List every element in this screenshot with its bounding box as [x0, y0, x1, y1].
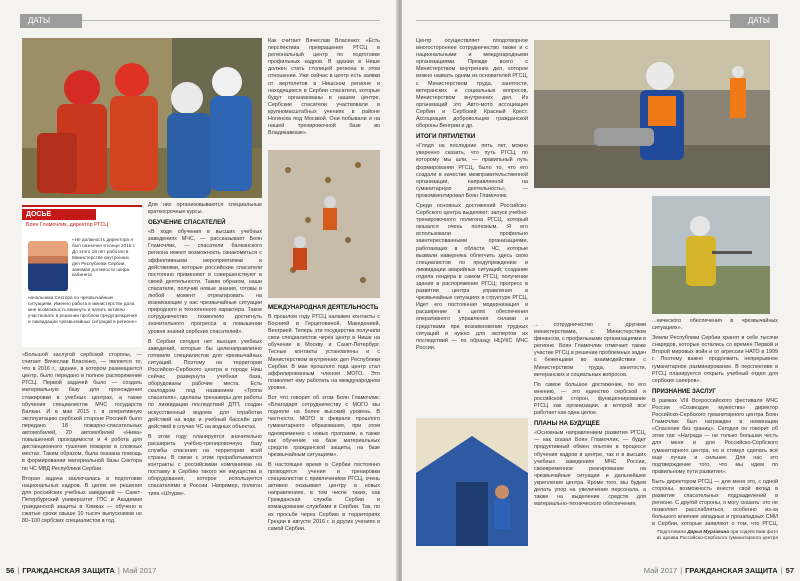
paragraph: Быть директором РГСЦ — для меня это, с одной стороны, возможность внести свой вклад в развитие спасательных подразделений в регионе. С другой стороны, я могу сказать: это не позволяет расслабляться, особенно из-за большого влияния западных и прозападных СМИ в Сербии, которые заявляют о том, что РГСЦ,: [652, 478, 778, 528]
subheading: ИТОГИ ПЯТИЛЕТКИ: [416, 133, 476, 141]
right-folio: Май 2017 | ГРАЖДАНСКАЯ ЗАЩИТА | 57: [643, 566, 794, 575]
paragraph: В настоящее время в Сербии постоянно проводятся учения и тренировки специалистов с привлечением РГСЦ, очень активно оказывает центру в новых направлениях, в том числе таких, как Гражданская служба Сербии и командование службами в Сербии. Так, по их просьбе через Сербию в территориях Греции в августе 2016 г. и других учениях в самой Сербии.: [268, 461, 380, 532]
dossier-box: [22, 205, 142, 347]
paragraph: В Сербии сегодня нет высших учебных заведений, которые бы целенаправленно готовили специалистов для чрезвычайных ситуаций. Поэтому на территории Российско-Сербского центра в городе Ниш сейчас развернута учебная база, оборудованы рабочие места. Есть скалодром под названием «Тропа спасателя», сделаны тренажеры для работы по ликвидации последствий ДТП, создан искусственный водоем для отработки действий на воде и учебный бассейн для действий в случае ЧС на водных объектах.: [148, 338, 262, 430]
left-column-1: [22, 352, 142, 557]
field-worker-photo: [652, 196, 770, 314]
photo-credit: [652, 530, 778, 542]
tent-photo: [416, 418, 528, 546]
credit-author: Дарья Мурзагина: [687, 530, 730, 535]
section-tab: ДАТЫ: [730, 14, 778, 28]
paragraph: «В ходе обучения в высших учебных заведениях МЧС, — рассказывает Боян Гламочлик, — спасатели балканского региона имеют возможность ознакомиться с эффективными мероприятиями и действиями, которые российские спасатели постоянно применяют и совершенствуют в своей деятельности. Таким образом, наши спасатели, получив новые знания, готовы в любой момент отреагировать на возникающие у нас чрезвычайные ситуации природного и техногенного характера. Такое сотрудничество позволило достигнуть значительного прогресса в повышении уровня знаний сербских спасателей».: [148, 229, 262, 335]
rescuers-climbing-photo: [22, 38, 262, 198]
subheading: ПРИЗНАНИЕ ЗАСЛУГ: [652, 387, 716, 395]
page-number: 57: [785, 566, 794, 575]
paragraph: В рамках VIII Всероссийского фестиваля МЧС России «Созвездие мужества» директор Российско-Сербского гуманитарного центра Боян Гламочлик был награжден в номинации «Спасение без границ». Сегодня он говорит об этом так: «Награда — не только большая честь для меня и для Российско-Сербского гуманитарного центра, но и стимул сделать всё еще лучше и сильнее. Для нас это подтверждение того, что мы идем по правильному пути развития».: [652, 397, 778, 475]
issue-month: Май 2017: [122, 566, 157, 575]
right-column-1: [416, 38, 528, 418]
paragraph: «Глядя на последние пять лет, можно уверенно сказать, что путь РГСЦ, по которому мы шли, — правильный путь формирования РГСЦ, было то, что его создали в качестве межправительственной организации, направленной на гуманитарную деятельность», — прокомментировал Боян Гламочлик.: [416, 143, 528, 199]
paragraph: Вот что говорит об этом Боян Гламочлик: «Благодаря сотрудничеству с МОГО мы подняли на более высокий уровень. В частности, МОГО в феврале прошлого гуманитарного образования, при этом одновременно с новых программ, а также как обучение на базе материальных средств гражданской защиты, на базе чрезвычайным ситуациям».: [268, 395, 380, 458]
climbing-wall-photo: [268, 150, 380, 298]
paragraph: ... сотрудничество с другими министерствами, с Министерством финансов, с профильными организациями в регионе. Боян Гламочлик отмечает также участие РГСЦ в решении проблемных задач с беженцами во взаимодействии с Министерством труда, занятости, ветеранских и социальных вопросов.: [534, 322, 646, 378]
paragraph: В этом году планируется значительно расширить учебно-тренировочную базу службы спасения на территории всей страны. В связи с этим прорабатываются контракты с российскими компаниями на поставку в Сербию такого же имущества и оборудования, которое используется спасателями в России. Например, полигон типа «Штурм».: [148, 433, 262, 497]
paragraph: В прошлом году РГСЦ налажен контакты с Боснией и Герцеговиной, Македонией, Венгрией. Теперь эти государства получили свои специалистов через центр в Нише на обучение в Москву и Санкт-Петербург. Тесные контакты установлены и с Министерством внутренних дел Республики Сербии. В мае прошлого года центр стал аффилированным членом МОГО. Это позволяет ему работать на международном уровне.: [268, 314, 380, 391]
issue-month: Май 2017: [643, 566, 678, 575]
left-column-3b: [268, 302, 380, 557]
subheading: МЕЖДУНАРОДНАЯ ДЕЯТЕЛЬНОСТЬ: [268, 304, 379, 311]
paragraph: Центр осуществляет плодотворное многостороннее сотрудничество также и с национальными и международными организациями. Прежде всего с Министерством внутренних дел, которое можно назвать одним из основателей РГСЦ, с Министерством труда, занятости, ветеранских и социальных вопросов, Министерством внутренних дел. Из организаций это Авто-мото ассоциация Сербии и Сербский Красный Крест. Ассоциация добровольцев гражданской обороны Венгрии и др.: [416, 38, 528, 130]
right-column-2b: [534, 322, 646, 560]
paragraph: Среди основных достижений Российско-Сербского центра выделяют: запуск учебно-тренировочного полигона РГСЦ, который оказался очень полезным. Я его использовали профильно заинтересованными организациями, работающих в области ЧС, которые вызвали наверняка облегчить здесь свою специалистов по предупреждению и ликвидации аварийных ситуаций; создание отдела гендера в самом РГСЦ; получение здания в распоряжение РГСЦ; прогресс в развитии центра управления в чрезвычайных ситуациях в структуре РГСЦ. Идет его постоянная модернизация и расширение в целях обеспечения оперативного управления силами и средствами при возникновении трудных ситуаций и нужно для экспертов их последствий — по образцу НЦУКС МЧС России.: [416, 202, 528, 351]
left-column-3: [268, 38, 380, 148]
subheading: ПЛАНЫ НА БУДУЩЕЕ: [534, 420, 600, 428]
deminer-photo: [534, 40, 770, 188]
right-page: [402, 0, 800, 581]
top-rule: [416, 20, 778, 21]
paragraph: ...нического обеспечения в чрезвычайных ситуациях».: [652, 318, 778, 332]
paragraph: Вторая задача заключалась в подготовке национальных кадров. В целях ее решения для российских учебных заведений — Санкт-Петербургский университет ГПС и Академия гражданской защиты в Химках — обучено в сжатые сроки свыше 10 тысяч выпускников но 80–100 сербских специалистов в год.: [22, 475, 142, 525]
paragraph: Земли Республики Сербии хранят в себе тысячи снарядов, которые остались со времен Первой и Второй мировых войн и от агрессии НАТО в 1999 г. Поэтому важно продолжить непрерывное гуманитарное разминирование. В перспективе в РГСЦ планируется открыть учебный отдел для сербских саперов».: [652, 335, 778, 384]
page-number: 56: [6, 566, 15, 575]
right-column-3: [652, 318, 778, 528]
paragraph: «Большой заслугой сербской стороны, — считает Вячеслав Власенко, — является то, что в 2016 г., здание, в котором размещается центр, было передано в полное распоряжение РГСЦ. Первой задачей было — создать материальную базу для прохождения стажировки в учебных центрах, а также обучения специалистов МЧС государств Балкан. И в мае 2015 г. в оперативную эксплуатацию сербской стороне Россией было передано 18 пожарно-спасательных автомобилей, 20 автомобилей «Нива» повышенной проходимости и 4 робота для дистанционного тушения пожаров в сложных местах. Таким образом, была оказана помощь в формировании материальной базы Сектора по ЧС МВД Республики Сербии.: [22, 352, 142, 472]
dossier-heading: ДОСЬЕ: [22, 209, 96, 220]
paragraph: «Основным направлением развития РГСЦ, — как сказал Боян Гламочлик, — будет продуктивный обмен опытом в процессе обучения кадров в центре, так и в высших учебных заведениях МЧС России, своевременное реагирование на чрезвычайные ситуации и дальнейшее укрепление центра. Кроме того, мы будем делать упор на увеличение персонала, а также на выделение средств для материально-технического обеспечения.: [534, 430, 646, 508]
left-page: [0, 0, 398, 581]
subheading: ОБУЧЕНИЕ СПАСАТЕЛЕЙ: [148, 219, 226, 227]
dossier-name: Боян Гламочлик, директор РГСЦ: [26, 222, 109, 228]
left-column-2: [148, 202, 262, 557]
left-folio: 56 | ГРАЖДАНСКАЯ ЗАЩИТА | Май 2017: [6, 566, 157, 575]
magazine-name: ГРАЖДАНСКАЯ ЗАЩИТА: [22, 566, 115, 575]
section-tab: ДАТЫ: [20, 14, 82, 28]
paragraph: По самое большое достижение, по его мнению, — это единство сербской и российской сторон, функционирование РГСЦ как организации, в которой все работает как одна целое.: [534, 381, 646, 417]
portrait-photo: [28, 241, 68, 291]
paragraph: Для них организовываются специальные краткосрочные курсы.: [148, 202, 262, 216]
credit-prefix: Подготовила: [657, 530, 686, 535]
dossier-quote-a: «Не должность директора я был назначен в конце 2015 г. До этого 18 лет работал в Министерстве внутренних дел Республики Сербии, занимая должности шефа кабинета: [72, 237, 136, 278]
paragraph: Как считает Вячеслав Власенко: «Есть перспектива превращения РГСЦ в региональный центр по подготовке профильных кадров. В здании в Нише должен стать столицей региона в этом отношении. Уже сейчас в центр есть заявки от вертолетов в Нишском регионе и находящиеся в Сербии спасатели, которые будут организованы в нашем центре. Сербские спасатели участвовали в крупномасштабных учениях в районе Ногинска под Москвой. Они побывали и на нашей тренировочной базе во Владикавказе».: [268, 38, 380, 137]
dossier-quote-b: начальника Сектора по чрезвычайным ситуациям. Именно работа в министерстве дала мне возможность вникнуть и начать активно участвовать в решении проблем предупреждения и ликвидации чрезвычайных ситуаций в регионе»: [28, 295, 138, 324]
right-column-2: [534, 192, 646, 198]
magazine-name: ГРАЖДАНСКАЯ ЗАЩИТА: [685, 566, 778, 575]
credit-text: при содействии фото из архива Российско-Сербского гуманитарного центра: [656, 530, 778, 542]
